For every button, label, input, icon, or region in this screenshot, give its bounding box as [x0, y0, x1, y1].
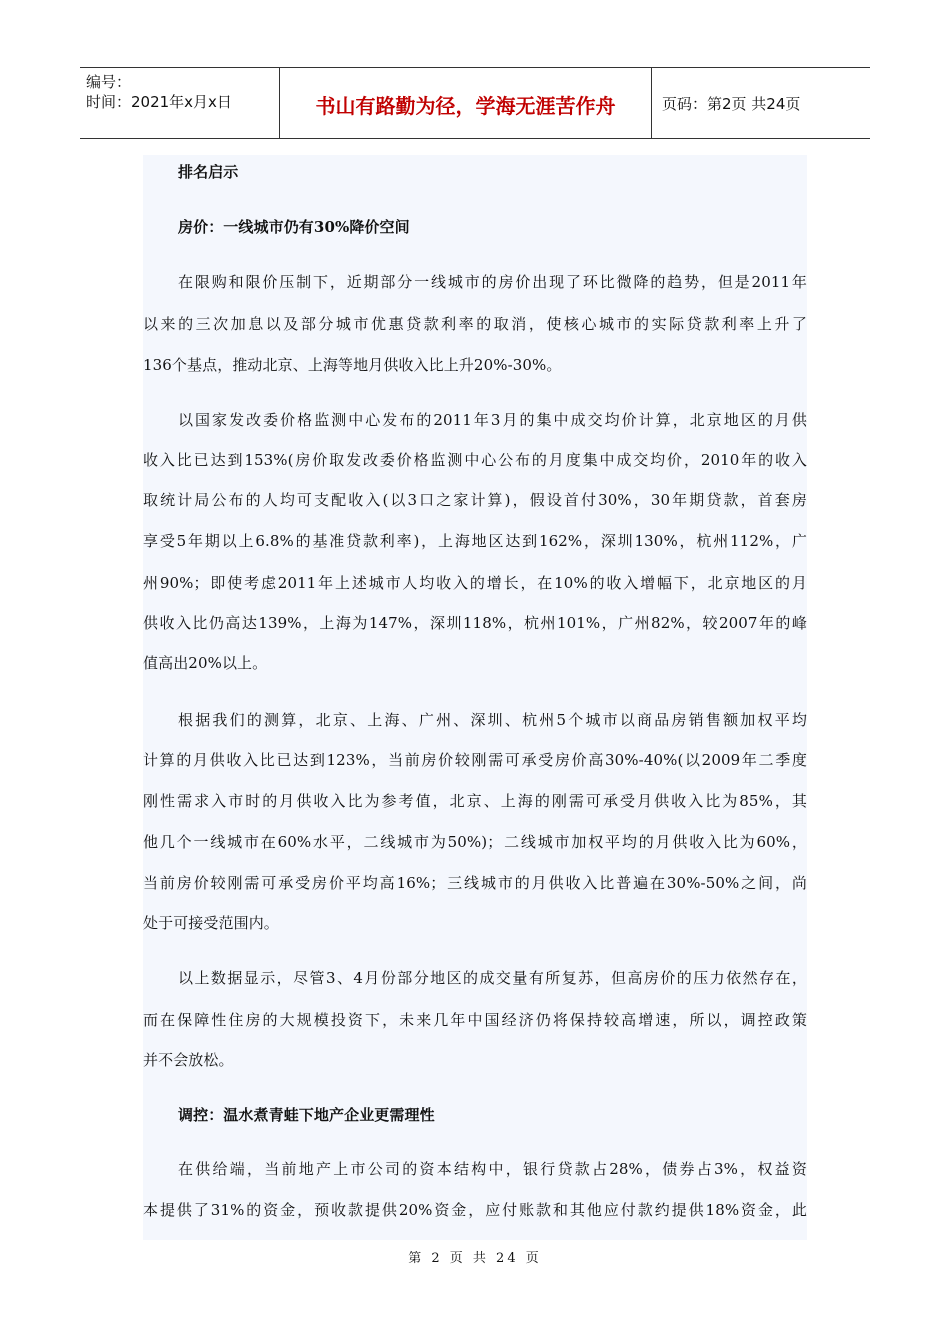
paragraph-line: 收入比已达到153%(房价取发改委价格监测中心公布的月度集中成交均价，2010年的收入 — [143, 451, 807, 469]
paragraph-line: 136个基点，推动北京、上海等地月供收入比上升20%-30%。 — [143, 356, 562, 374]
section-heading: 调控：温水煮青蛙下地产企业更需理性 — [178, 1106, 435, 1124]
document-date-label: 时间：2021年x月x日 — [86, 93, 232, 111]
paragraph-line: 供收入比仍高达139%，上海为147%，深圳118%，杭州101%，广州82%，较2007年的峰 — [143, 614, 807, 632]
header-page-label: 页码：第2页 共24页 — [662, 94, 801, 113]
paragraph-line: 在供给端，当前地产上市公司的资本结构中，银行贷款占28%，债券占3%，权益资 — [178, 1160, 807, 1178]
paragraph-line: 而在保障性住房的大规模投资下，未来几年中国经济仍将保持较高增速，所以，调控政策 — [143, 1011, 807, 1029]
paragraph-line: 本提供了31%的资金，预收款提供20%资金，应付账款和其他应付款约提供18%资金，此 — [143, 1201, 807, 1219]
paragraph-line: 享受5年期以上6.8%的基准贷款利率)，上海地区达到162%，深圳130%，杭州112%，广 — [143, 532, 807, 550]
paragraph-line: 以国家发改委价格监测中心发布的2011年3月的集中成交均价计算，北京地区的月供 — [178, 411, 807, 429]
paragraph-line: 刚性需求入市时的月供收入比为参考值，北京、上海的刚需可承受月供收入比为85%，其 — [143, 792, 807, 810]
paragraph-line: 在限购和限价压制下，近期部分一线城市的房价出现了环比微降的趋势，但是2011年 — [178, 273, 807, 291]
section-title: 排名启示 — [178, 163, 239, 181]
paragraph-line: 取统计局公布的人均可支配收入(以3口之家计算)，假设首付30%，30年期贷款，首套房 — [143, 491, 807, 509]
paragraph-line: 当前房价较刚需可承受房价平均高16%；三线城市的月供收入比普遍在30%-50%之间，尚 — [143, 874, 807, 892]
paragraph-line: 以上数据显示，尽管3、4月份部分地区的成交量有所复苏，但高房价的压力依然存在， — [178, 969, 807, 987]
paragraph-line: 并不会放松。 — [143, 1051, 234, 1069]
paragraph-line: 处于可接受范围内。 — [143, 914, 279, 932]
header-motto: 书山有路勤为径，学海无涯苦作舟 — [280, 68, 652, 138]
paragraph-line: 以来的三次加息以及部分城市优惠贷款利率的取消，使核心城市的实际贷款利率上升了 — [143, 315, 807, 333]
paragraph-line: 根据我们的测算，北京、上海、广州、深圳、杭州5个城市以商品房销售额加权平均 — [178, 711, 807, 729]
document-body — [143, 155, 807, 1240]
document-number-label: 编号： — [86, 73, 132, 91]
document-header — [80, 67, 870, 139]
page-footer: 第 2 页 共 24 页 — [408, 1251, 542, 1266]
header-meta — [80, 68, 280, 138]
paragraph-line: 值高出20%以上。 — [143, 654, 268, 672]
paragraph-line: 他几个一线城市在60%水平，二线城市为50%)；二线城市加权平均的月供收入比为60%， — [143, 833, 807, 851]
paragraph-line: 计算的月供收入比已达到123%，当前房价较刚需可承受房价高30%-40%(以2009年二季度 — [143, 751, 807, 769]
section-heading: 房价：一线城市仍有30%降价空间 — [178, 218, 410, 236]
paragraph-line: 州90%；即使考虑2011年上述城市人均收入的增长，在10%的收入增幅下，北京地区的月 — [143, 574, 807, 592]
